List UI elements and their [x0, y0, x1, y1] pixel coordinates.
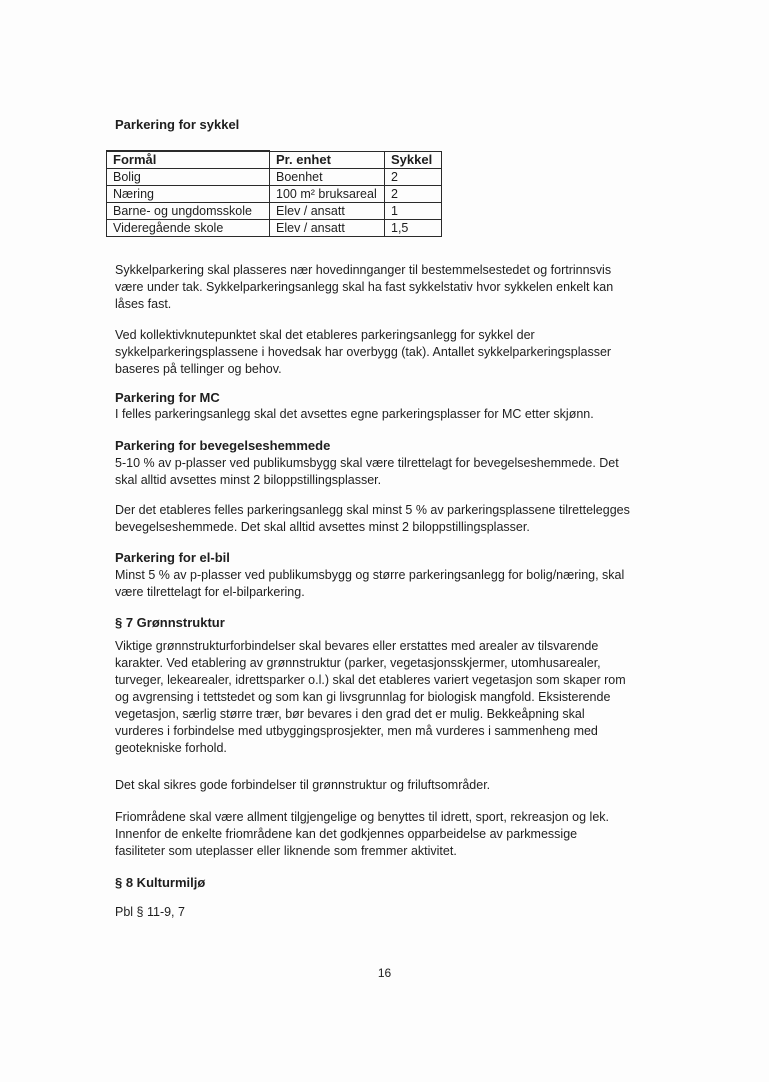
paragraph-sykkel-2: [115, 327, 655, 378]
table-cell: 1,5: [385, 220, 442, 237]
text-line: geotekniske forhold.: [115, 741, 227, 755]
paragraph-bevegelseshemmede-1: [115, 455, 655, 489]
table-cell: Barne- og ungdomsskole: [107, 203, 270, 220]
text-line: låses fast.: [115, 297, 172, 311]
text-line: Friområdene skal være allment tilgjengelige og benyttes til idrett, sport, rekreasjon og lek.: [115, 810, 609, 824]
table-header-formal: Formål: [107, 151, 270, 169]
table-cell: Boenhet: [270, 169, 385, 186]
text-line: og avgrensing i tettstedet og som kan gi livsgrunnlag for biologisk mangfold. Eksisterende: [115, 690, 611, 704]
sykkel-parking-table: [106, 150, 442, 237]
table-row: [107, 169, 442, 186]
table-cell: Bolig: [107, 169, 270, 186]
table-row: [107, 220, 442, 237]
table-cell: 2: [385, 169, 442, 186]
text-line: Innenfor de enkelte friområdene kan det godkjennes opparbeidelse av parkmessige: [115, 827, 578, 841]
table-header-row: [107, 151, 442, 169]
heading-paragraph-7: § 7 Grønnstruktur: [115, 615, 225, 630]
table-cell: 2: [385, 186, 442, 203]
text-line: 5-10 % av p-plasser ved publikumsbygg skal være tilrettelagt for bevegelseshemmede. Det: [115, 456, 619, 470]
text-line: Det skal sikres gode forbindelser til grønnstruktur og friluftsområder.: [115, 778, 491, 792]
table-cell: Videregående skole: [107, 220, 270, 237]
text-line: sykkelparkeringsplassene i hovedsak har overbygg (tak). Antallet sykkelparkeringsplasser: [115, 345, 612, 359]
table-row: [107, 186, 442, 203]
heading-parkering-el-bil: Parkering for el-bil: [115, 550, 230, 565]
paragraph-mc: [115, 406, 655, 423]
table-cell: 100 m² bruksareal: [270, 186, 385, 203]
table-row: [107, 203, 442, 220]
heading-parkering-bevegelseshemmede: Parkering for bevegelseshemmede: [115, 438, 331, 453]
table-cell: 1: [385, 203, 442, 220]
text-line: I felles parkeringsanlegg skal det avsettes egne parkeringsplasser for MC etter skjønn.: [115, 407, 594, 421]
paragraph-el-bil: [115, 567, 655, 601]
text-line: Ved kollektivknutepunktet skal det etableres parkeringsanlegg for sykkel der: [115, 328, 535, 342]
table-cell: Elev / ansatt: [270, 203, 385, 220]
heading-parkering-mc: Parkering for MC: [115, 390, 220, 405]
paragraph-7-2: [115, 777, 655, 794]
text-line: Sykkelparkering skal plasseres nær hovedinnganger til bestemmelsestedet og fortrinnsvis: [115, 263, 612, 277]
text-line: vegetasjon, særlig større trær, bør bevares i den grad det er mulig. Bekkeåpning skal: [115, 707, 585, 721]
paragraph-8: Pbl § 11-9, 7: [115, 905, 185, 919]
text-line: turveger, lekearealer, idrettsparker o.l.) skal det etableres variert vegetasjon som skaper rom: [115, 673, 626, 687]
text-line: Der det etableres felles parkeringsanlegg skal minst 5 % av parkeringsplassene tilrettelegges: [115, 503, 630, 517]
paragraph-bevegelseshemmede-2: [115, 502, 655, 536]
heading-parkering-sykkel: Parkering for sykkel: [115, 117, 240, 132]
heading-paragraph-8: § 8 Kulturmiljø: [115, 875, 206, 890]
text-line: Minst 5 % av p-plasser ved publikumsbygg og større parkeringsanlegg for bolig/næring, skal: [115, 568, 625, 582]
table-header-sykkel: Sykkel: [385, 151, 442, 169]
paragraph-7-1: [115, 638, 655, 757]
text-line: skal alltid avsettes minst 2 biloppstillingsplasser.: [115, 473, 382, 487]
paragraph-sykkel-1: [115, 262, 655, 313]
table-cell: Elev / ansatt: [270, 220, 385, 237]
text-line: karakter. Ved etablering av grønnstruktur (parker, vegetasjonsskjermer, utomhusarealer,: [115, 656, 601, 670]
page-number: 16: [377, 966, 392, 980]
table-header-pr-enhet: Pr. enhet: [270, 151, 385, 169]
text-line: fasiliteter som uteplasser eller liknende som fremmer aktivitet.: [115, 844, 457, 858]
text-line: bevegelseshemmede. Det skal alltid avsettes minst 2 biloppstillingsplasser.: [115, 520, 530, 534]
table-cell: Næring: [107, 186, 270, 203]
paragraph-7-3: [115, 809, 655, 860]
text-line: baseres på tellinger og behov.: [115, 362, 282, 376]
text-line: vurderes i forbindelse med utbyggingsprosjekter, men må vurderes i sammenheng med: [115, 724, 598, 738]
text-line: være tilrettelagt for el-bilparkering.: [115, 585, 305, 599]
text-line: være under tak. Sykkelparkeringsanlegg skal ha fast sykkelstativ hvor sykkelen enkelt kan: [115, 280, 614, 294]
text-line: Viktige grønnstrukturforbindelser skal bevares eller erstattes med arealer av tilsvarende: [115, 639, 599, 653]
